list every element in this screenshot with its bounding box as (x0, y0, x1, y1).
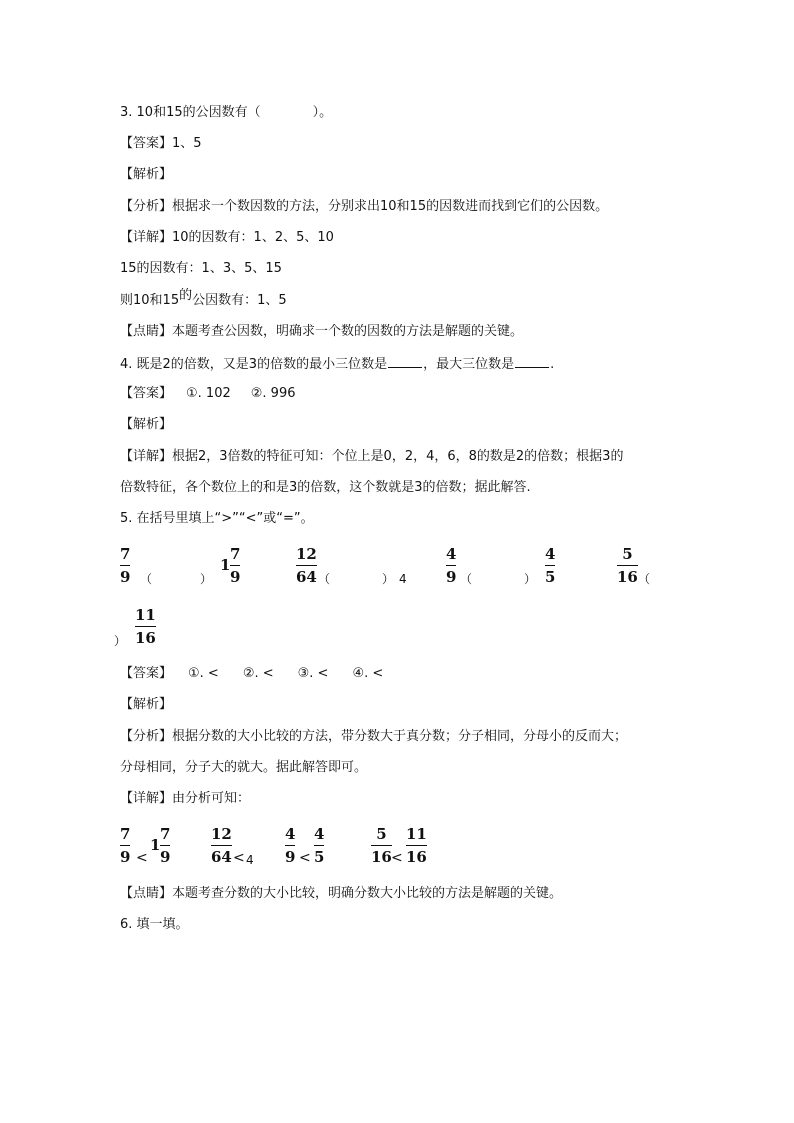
number-4-a: 4 (399, 572, 407, 586)
fraction-denominator: 16 (371, 848, 392, 866)
q5-answer (120, 666, 383, 682)
fraction-bar (120, 845, 130, 846)
fraction-numerator: 4 (545, 545, 556, 563)
fraction-bar (617, 565, 638, 566)
fraction-bar (135, 626, 156, 627)
fraction-11-16-a (135, 606, 156, 647)
q4-answer-1: ①. 102 (186, 386, 231, 401)
fraction-denominator: 16 (617, 568, 638, 586)
fraction-12-64-a (296, 545, 317, 586)
q5-answer-3: ③. < (297, 666, 329, 681)
q5-answer-2: ②. < (242, 666, 274, 681)
q3-answer: 【答案】1、5 (120, 136, 202, 151)
fraction-numerator: 7 (120, 545, 131, 563)
q4-xiangjie-2: 倍数特征，各个数位上的和是3的倍数，这个数就是3的倍数；据此解答. (120, 480, 531, 495)
q3-xiangjie-3a: 则10和15 (120, 293, 180, 308)
q4-answer-2: ②. 996 (250, 386, 296, 401)
fraction-bar (545, 565, 555, 566)
fraction-numerator: 5 (376, 825, 387, 843)
less-than-2: < (233, 850, 245, 866)
q5-fenxi-2: 分母相同，分子大的就大。据此解答即可。 (120, 760, 368, 775)
fraction-bar (314, 845, 324, 846)
q4-blank-1[interactable] (388, 355, 422, 368)
less-than-4: < (391, 850, 403, 866)
q3-xiangjie-3b: 的 (179, 288, 193, 303)
fraction-numerator: 5 (622, 545, 633, 563)
q4-question-c: . (550, 357, 555, 372)
fraction-bar (406, 845, 427, 846)
paren-close-2: ） (382, 572, 395, 586)
q4-xiangjie-1: 【详解】根据2，3倍数的特征可知：个位上是0，2，4，6，8的数是2的倍数；根据3的 (120, 449, 624, 464)
q5-xiangjie: 【详解】由分析可知： (120, 791, 251, 806)
q3-xiangjie-2: 15的因数有：1、3、5、15 (120, 261, 282, 276)
fraction-7-9-b (230, 545, 240, 586)
fraction-5-16-a (617, 545, 638, 586)
fraction-denominator: 5 (545, 568, 556, 586)
fraction-bar (160, 845, 170, 846)
fraction-bar (285, 845, 295, 846)
fraction-numerator: 12 (211, 825, 232, 843)
fraction-numerator: 11 (135, 606, 156, 624)
fraction-numerator: 4 (314, 825, 325, 843)
fraction-4-9-b (285, 825, 295, 866)
fraction-denominator: 9 (120, 848, 131, 866)
fraction-denominator: 9 (446, 568, 457, 586)
q5-fenxi-1: 【分析】根据分数的大小比较的方法，带分数大于真分数；分子相同，分母小的反而大； (120, 729, 628, 744)
less-than-1: < (136, 850, 148, 866)
q4-blank-2[interactable] (515, 355, 549, 368)
fraction-bar (211, 845, 232, 846)
fraction-denominator: 9 (160, 848, 171, 866)
q3-dianjing: 【点睛】本题考查公因数，明确求一个数的因数的方法是解题的关键。 (120, 324, 524, 339)
q3-xiangjie-3c: 公因数有：1、5 (192, 293, 287, 308)
fraction-bar (120, 565, 130, 566)
fraction-11-16-b (406, 825, 427, 866)
q3-xiangjie-3 (120, 288, 287, 309)
fraction-7-9-a (120, 545, 130, 586)
fraction-4-5-b (314, 825, 324, 866)
fraction-4-9-a (446, 545, 456, 586)
fraction-numerator: 7 (160, 825, 171, 843)
paren-open-2: （ (318, 572, 331, 586)
fraction-numerator: 7 (230, 545, 241, 563)
q6-question: 6. 填一填。 (120, 917, 189, 932)
q5-dianjing: 【点睛】本题考查分数的大小比较，明确分数大小比较的方法是解题的关键。 (120, 886, 563, 901)
fraction-numerator: 4 (285, 825, 296, 843)
paren-open-1: （ (140, 572, 153, 586)
q4-question-b: ，最大三位数是 (423, 357, 515, 372)
number-4-b: 4 (246, 853, 254, 867)
paren-open-4: （ (638, 572, 651, 586)
fraction-5-16-b (371, 825, 392, 866)
paren-close-3: ） (524, 572, 537, 586)
fraction-denominator: 64 (211, 848, 232, 866)
q5-analysis-heading: 【解析】 (120, 697, 173, 712)
mixed-whole-2: 1 (150, 836, 161, 854)
q4-answer-label: 【答案】 (120, 386, 173, 401)
fraction-denominator: 9 (285, 848, 296, 866)
less-than-3: < (299, 850, 311, 866)
q5-question: 5. 在括号里填上“>”“<”或“=”。 (120, 511, 314, 526)
fraction-bar (371, 845, 392, 846)
fraction-bar (230, 565, 240, 566)
q4-analysis-heading: 【解析】 (120, 417, 173, 432)
fraction-denominator: 64 (296, 568, 317, 586)
paren-open-3: （ (460, 572, 473, 586)
q5-answer-1: ①. < (188, 666, 219, 681)
fraction-bar (446, 565, 456, 566)
fraction-7-9-d (160, 825, 170, 866)
fraction-numerator: 4 (446, 545, 457, 563)
paren-close-1: ） (200, 572, 213, 586)
fraction-numerator: 7 (120, 825, 131, 843)
paren-close-4: ） (114, 634, 127, 648)
q5-answer-label: 【答案】 (120, 666, 173, 681)
q3-question: 3. 10和15的公因数有（ ）。 (120, 105, 333, 120)
fraction-denominator: 9 (120, 568, 131, 586)
q3-xiangjie-1: 【详解】10的因数有：1、2、5、10 (120, 230, 334, 245)
mixed-whole-1: 1 (220, 556, 231, 574)
fraction-denominator: 16 (135, 629, 156, 647)
q4-question-a: 4. 既是2的倍数，又是3的倍数的最小三位数是 (120, 357, 388, 372)
q4-answer (120, 386, 295, 402)
fraction-numerator: 11 (406, 825, 427, 843)
q3-analysis-heading: 【解析】 (120, 167, 173, 182)
fraction-denominator: 16 (406, 848, 427, 866)
fraction-7-9-c (120, 825, 130, 866)
fraction-denominator: 5 (314, 848, 325, 866)
fraction-4-5-a (545, 545, 555, 586)
q4-question (120, 355, 554, 373)
q3-fenxi: 【分析】根据求一个数因数的方法，分别求出10和15的因数进而找到它们的公因数。 (120, 199, 609, 214)
fraction-numerator: 12 (296, 545, 317, 563)
fraction-denominator: 9 (230, 568, 241, 586)
fraction-12-64-b (211, 825, 232, 866)
fraction-bar (296, 565, 317, 566)
q5-answer-4: ④. < (352, 666, 384, 681)
